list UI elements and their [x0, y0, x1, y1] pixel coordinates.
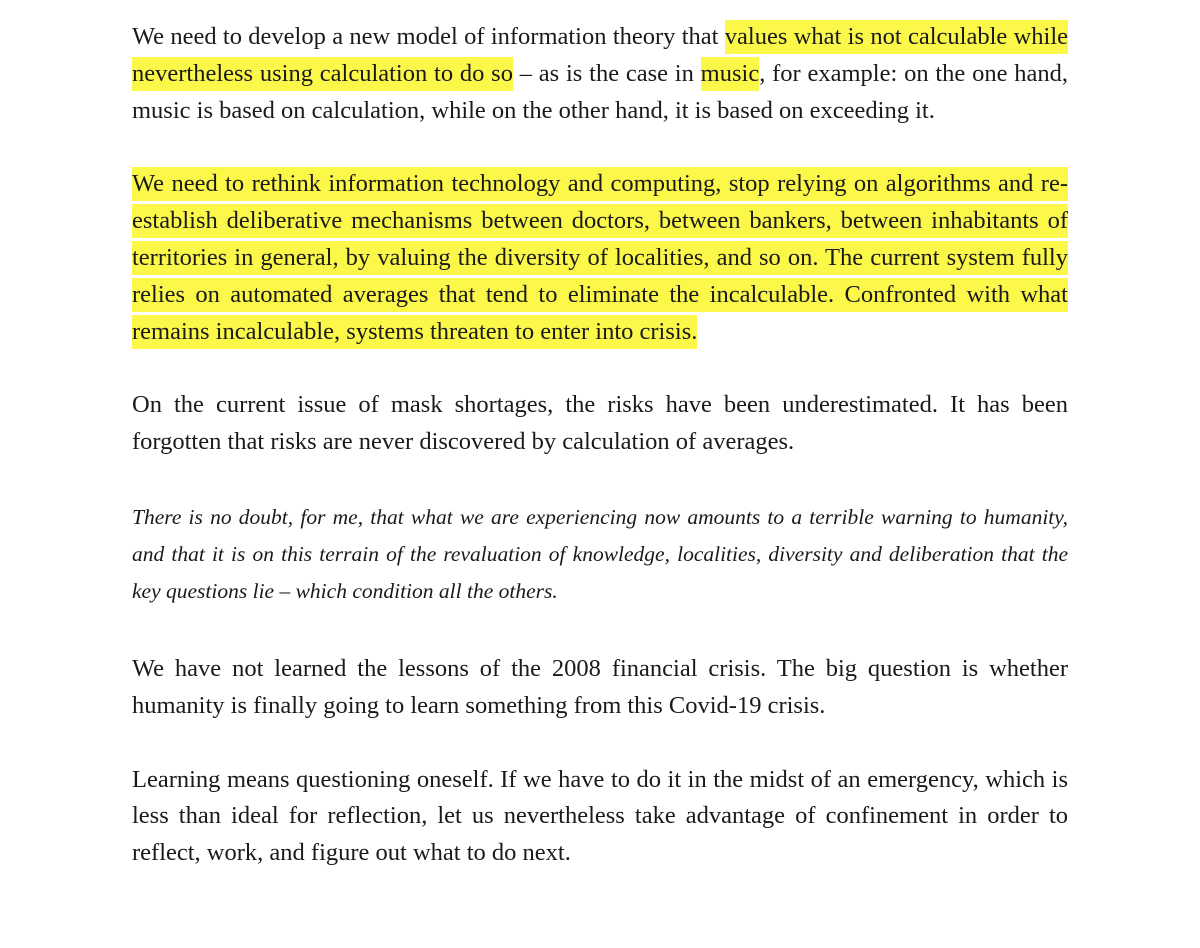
paragraph-information-theory: [132, 19, 1068, 129]
paragraph-financial-crisis: [132, 651, 1068, 725]
text-segment: – as is the case in: [512, 59, 701, 87]
text-segment: Learning means questioning oneself. If we have to do it in the midst of an emergency, which is less than ideal for reflection, let us nevertheless take advantage of confinement in order to reflect, work, and figure out what to do next.: [132, 765, 1068, 867]
text-segment: On the current issue of mask shortages, the risks have been underestimated. It has been forgotten that risks are never discovered by calculation of averages.: [132, 391, 1068, 456]
paragraph-mask-shortages: [132, 387, 1068, 461]
text-segment: We need to develop a new model of information theory that: [132, 23, 725, 50]
highlighted-text-segment: values what is not calculable while nevertheless using calculation to do so: [132, 20, 1068, 91]
highlighted-text-segment: We need to rethink information technology and computing, stop relying on algorithms and re-establish deliberative mechanisms between doctors, between bankers, between inhabitants of territories in general, by valuing the diversity of localities, and so on. The current system fully relies on automated averages that tend to eliminate the incalculable. Confronted with what remains incalculable, systems threaten to enter into crisis.: [132, 167, 1068, 348]
highlighted-text-segment: music: [701, 57, 760, 91]
paragraph-italic-warning: [132, 499, 1068, 610]
text-segment: There is no doubt, for me, that what we are experiencing now amounts to a terrible warning to humanity, and that it is on this terrain of the revaluation of knowledge, localities, diversity and deliberation that the key questions lie – which condition all the others.: [132, 504, 1068, 603]
text-segment: We have not learned the lessons of the 2008 financial crisis. The big question is whether humanity is finally going to learn something from this Covid-19 crisis.: [132, 654, 1068, 719]
text-segment: , for example: on the one hand, music is based on calculation, while on the other hand, it is based on exceeding it.: [132, 59, 1068, 124]
paragraph-learning: [132, 762, 1068, 872]
paragraph-rethink-computing: [132, 166, 1068, 350]
